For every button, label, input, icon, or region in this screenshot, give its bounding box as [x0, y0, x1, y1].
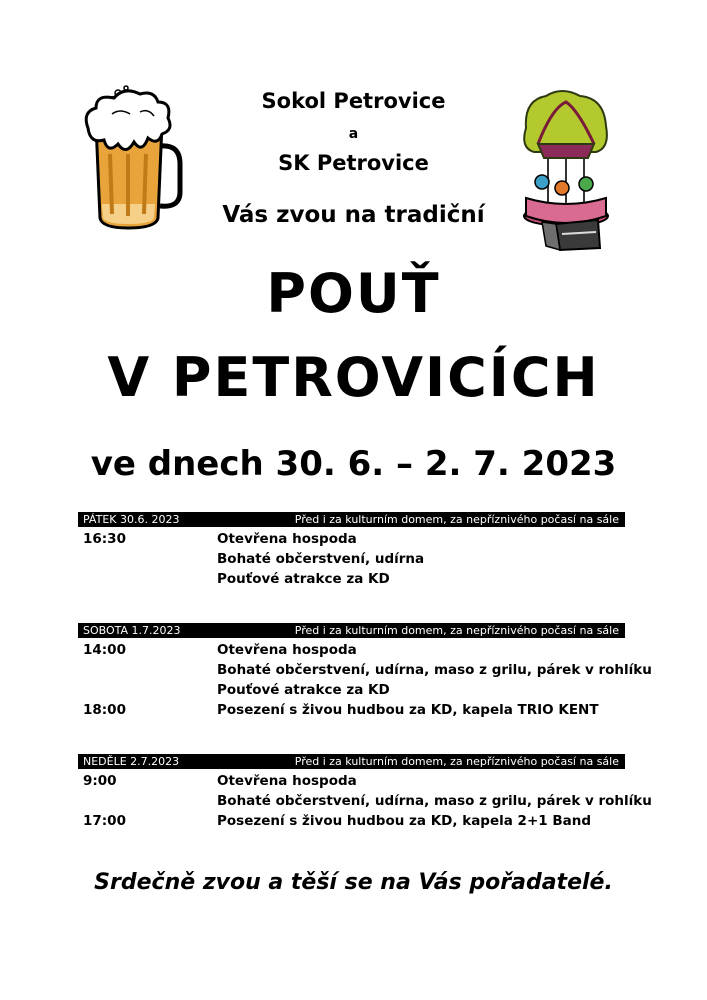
schedule-row — [78, 660, 652, 680]
schedule-text: Bohaté občerstvení, udírna, maso z grilu, párek v rohlíku — [217, 793, 652, 809]
schedule-row — [78, 569, 625, 589]
schedule-row — [78, 700, 625, 720]
day-schedule-sunday — [78, 771, 652, 831]
schedule-row — [78, 640, 625, 660]
organizer-1: Sokol Petrovice — [261, 89, 446, 113]
title-line-1: POUŤ — [266, 262, 441, 325]
day-location: Před i za kulturním domem, za nepříznivého počasí na sále — [294, 513, 619, 526]
day-location: Před i za kulturním domem, za nepříznivého počasí na sále — [294, 755, 619, 768]
schedule-text: Posezení s živou hudbou za KD, kapela TRIO KENT — [217, 702, 599, 718]
schedule-text: Bohaté občerstvení, udírna — [217, 551, 425, 567]
day-header-sunday — [78, 754, 625, 769]
title-line-2: V PETROVICÍCH — [107, 346, 600, 409]
day-location: Před i za kulturním domem, za nepříznivého počasí na sále — [294, 624, 619, 637]
day-name: SOBOTA 1.7.2023 — [83, 624, 181, 637]
organizer-2: SK Petrovice — [278, 151, 429, 175]
schedule-text: Otevřena hospoda — [217, 642, 357, 658]
day-header-saturday — [78, 623, 625, 638]
schedule-text: Pouťové atrakce za KD — [217, 571, 390, 587]
schedule-row — [78, 680, 625, 700]
event-dates: ve dnech 30. 6. – 2. 7. 2023 — [90, 444, 617, 484]
schedule-row — [78, 791, 652, 811]
schedule-time: 17:00 — [83, 813, 126, 829]
day-name: NEDĚLE 2.7.2023 — [83, 755, 180, 768]
day-schedule-saturday — [78, 640, 652, 720]
schedule-row — [78, 771, 625, 791]
day-schedule-friday — [78, 529, 625, 589]
schedule-time: 14:00 — [83, 642, 126, 658]
schedule-row — [78, 529, 625, 549]
schedule-row — [78, 549, 625, 569]
schedule-text: Pouťové atrakce za KD — [217, 682, 390, 698]
schedule-text: Bohaté občerstvení, udírna, maso z grilu, párek v rohlíku — [217, 662, 652, 678]
schedule-time: 9:00 — [83, 773, 117, 789]
schedule-row — [78, 811, 625, 831]
day-header-friday — [78, 512, 625, 527]
invite-line: Vás zvou na tradiční — [222, 202, 485, 228]
schedule-text: Otevřena hospoda — [217, 531, 357, 547]
footer-note: Srdečně zvou a těší se na Vás pořadatelé. — [94, 870, 613, 895]
schedule-text: Posezení s živou hudbou za KD, kapela 2+1 Band — [217, 813, 592, 829]
organizer-conjunction: a — [348, 126, 359, 142]
schedule-time: 16:30 — [83, 531, 126, 547]
schedule-time: 18:00 — [83, 702, 126, 718]
schedule-text: Otevřena hospoda — [217, 773, 357, 789]
day-name: PÁTEK 30.6. 2023 — [83, 513, 180, 526]
